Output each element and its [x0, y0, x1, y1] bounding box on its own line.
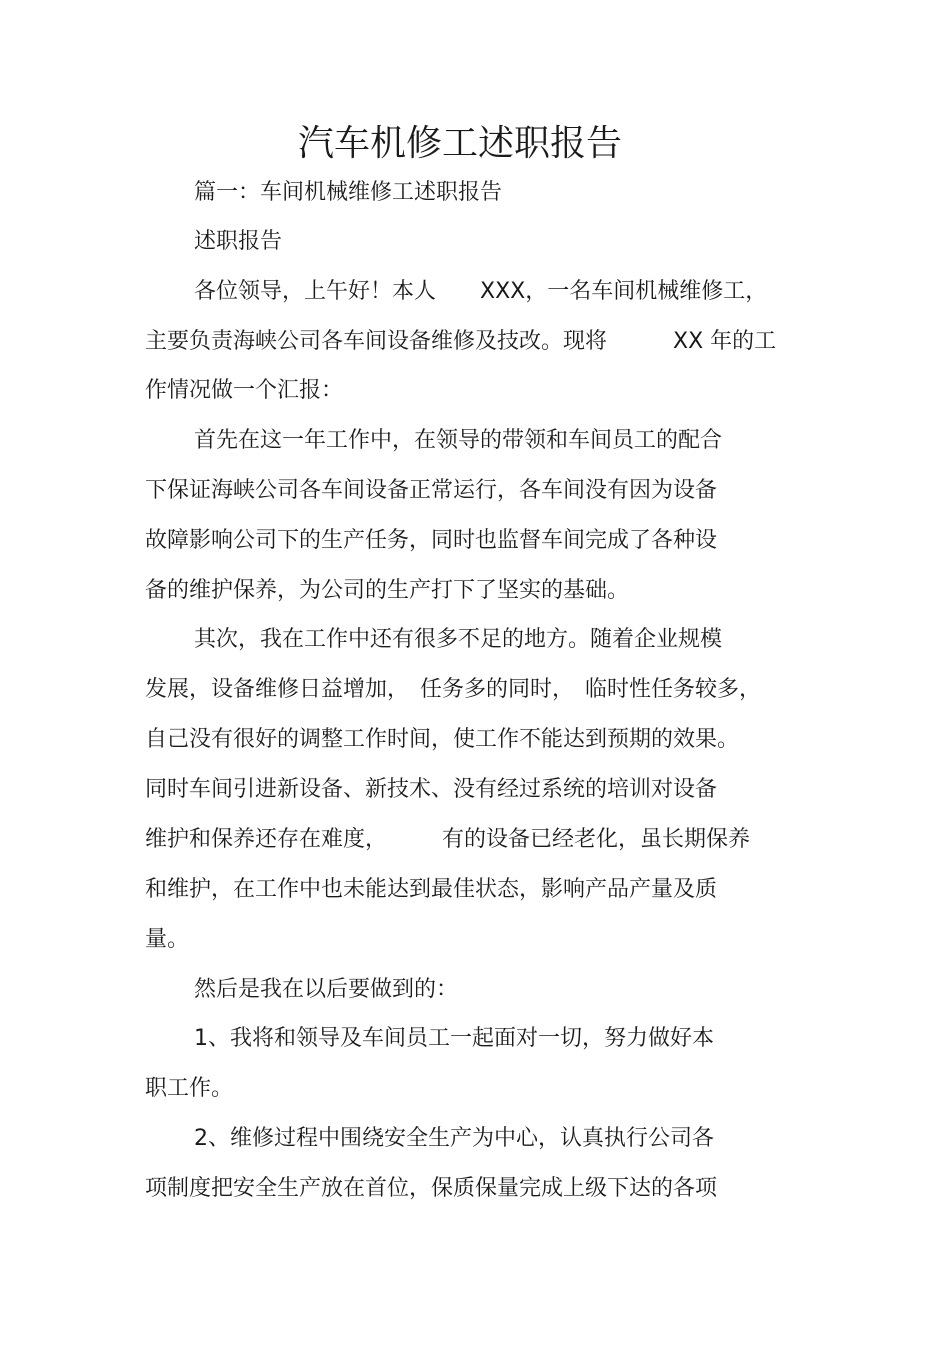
text-line: 首先在这一年工作中，在领导的带领和车间员工的配合 — [194, 428, 723, 453]
text-line: 自己没有很好的调整工作时间，使工作不能达到预期的效果。 — [145, 727, 740, 752]
text-line: 下保证海峡公司各车间设备正常运行，各车间没有因为设备 — [145, 478, 718, 503]
text-line: 维护和保养还存在难度， 有的设备已经老化，虽长期保养 — [145, 827, 751, 852]
text-line: 述职报告 — [194, 229, 283, 254]
text-line: 其次，我在工作中还有很多不足的地方。随着企业规模 — [194, 627, 723, 652]
text-line: 职工作。 — [145, 1076, 234, 1101]
text-line: 同时车间引进新设备、新技术、没有经过系统的培训对设备 — [145, 777, 718, 802]
text-line: 然后是我在以后要做到的： — [194, 977, 459, 1002]
text-line: 和维护，在工作中也未能达到最佳状态，影响产品产量及质 — [145, 877, 718, 902]
text-line: 发展，设备维修日益增加， 任务多的同时， 临时性任务较多， — [145, 677, 762, 702]
text-line: 各位领导，上午好！本人 XXX，一名车间机械维修工， — [194, 279, 768, 304]
document-title: 汽车机修工述职报告 — [297, 123, 622, 164]
text-line: 量。 — [145, 927, 190, 952]
text-line: 2、维修过程中围绕安全生产为中心，认真执行公司各 — [194, 1126, 714, 1151]
text-line: 作情况做一个汇报： — [145, 378, 344, 403]
text-line: 主要负责海峡公司各车间设备维修及技改。现将 XX 年的工 — [145, 329, 777, 354]
text-line: 项制度把安全生产放在首位，保质保量完成上级下达的各项 — [145, 1176, 718, 1201]
text-line: 1、我将和领导及车间员工一起面对一切，努力做好本 — [194, 1026, 714, 1051]
text-line: 篇一：车间机械维修工述职报告 — [194, 180, 503, 205]
text-line: 备的维护保养，为公司的生产打下了坚实的基础。 — [145, 578, 630, 603]
text-line: 故障影响公司下的生产任务，同时也监督车间完成了各种设 — [145, 528, 718, 553]
